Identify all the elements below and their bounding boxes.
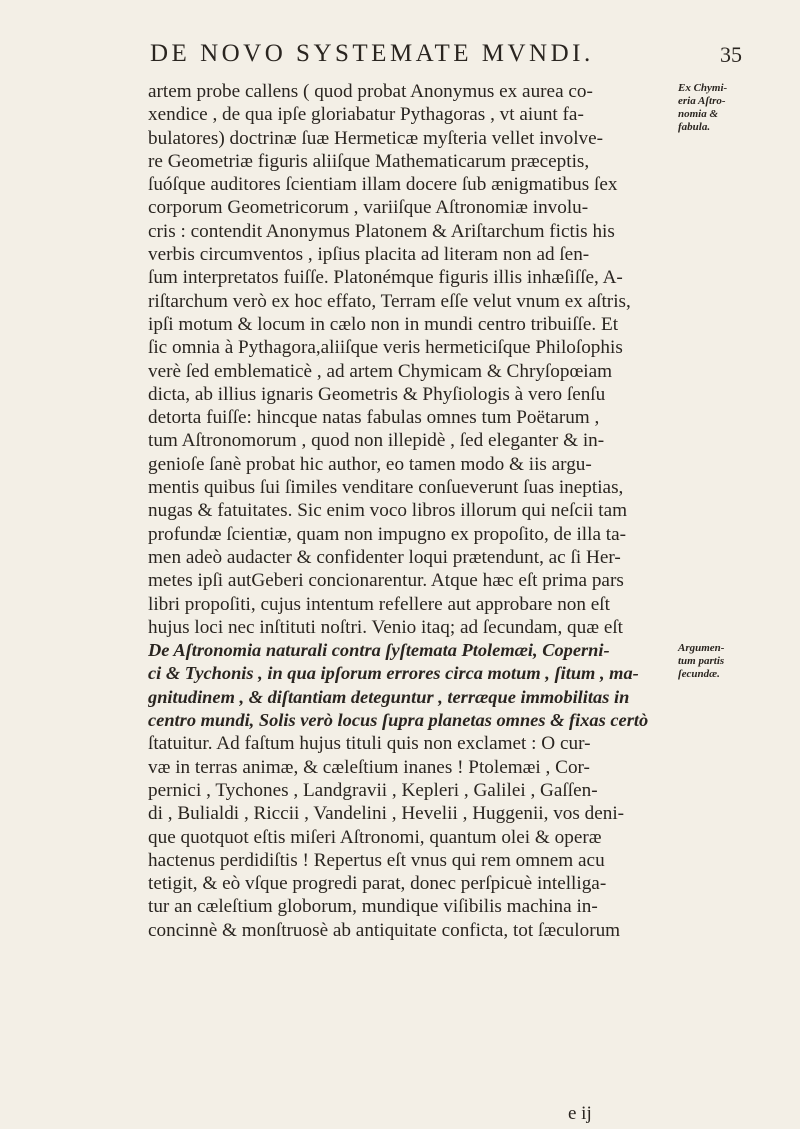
text-line: tetigit, & eò vſque progredi parat, donec perſpicuè intelliga-	[148, 873, 607, 895]
marginal-line: fabula.	[678, 121, 711, 133]
text-line: di , Bulialdi , Riccii , Vandelini , Hevelii , Huggenii, vos deni-	[148, 803, 625, 825]
text-line: ipſi motum & locum in cælo non in mundi centro tribuiſſe. Et	[148, 313, 619, 335]
text-line: artem probe callens ( quod probat Anonymus ex aurea co-	[148, 81, 593, 102]
text-line: men adeò audacter & confidenter loqui prætendunt, ac ſi Her-	[148, 546, 621, 568]
text-line: riſtarchum verò ex hoc effato, Terram eſſe velut vnum ex aſtris,	[148, 290, 631, 312]
running-head: DE NOVO SYSTEMATE MVNDI.	[150, 40, 594, 67]
marginal-line: ſecundæ.	[678, 668, 720, 680]
text-line: re Geometriæ figuris aliiſque Mathematicarum præceptis,	[148, 150, 590, 172]
marginal-line: nomia &	[678, 108, 719, 120]
text-line: centro mundi, Solis verò locus ſupra planetas omnes & fixas certò	[148, 710, 649, 731]
text-line: ſuóſque auditores ſcientiam illam docere ſub ænigmatibus ſex	[148, 174, 618, 196]
text-line: nugas & fatuitates. Sic enim voco libros illorum qui neſcii tam	[148, 500, 628, 522]
marginal-line: tum partis	[678, 655, 725, 667]
text-line: ſic omnia à Pythagora,aliiſque veris hermeticiſque Philoſophis	[148, 337, 623, 359]
text-line: tum Aſtronomorum , quod non illepidè , ſed eleganter & in-	[148, 430, 605, 452]
text-line: que quotquot eſtis miſeri Aſtronomi, quantum olei & operæ	[148, 826, 602, 848]
text-line: cris : contendit Anonymus Platonem & Ariſtarchum fictis his	[148, 220, 615, 242]
marginal-note-argumentum	[678, 642, 790, 681]
text-line: tur an cæleſtium globorum, mundique viſibilis machina in-	[148, 896, 598, 918]
marginal-note-chymia	[678, 82, 790, 134]
text-line: De Aſtronomia naturali contra ſyſtemata Ptolemæi, Coperni-	[148, 640, 610, 661]
text-line: verbis circumventos , ipſius placita ad literam non ad ſen-	[148, 244, 590, 266]
marginal-line: Argumen-	[678, 642, 725, 654]
text-line: dicta, ab illius ignaris Geometris & Phyſiologis à vero ſenſu	[148, 383, 606, 405]
text-line: ſum interpretatos fuiſſe. Platonémque figuris illis inhæſiſſe, A-	[148, 267, 623, 289]
page-number: 35	[720, 42, 742, 67]
text-line: ci & Tychonis , in qua ipſorum errores circa motum , ſitum , ma-	[148, 663, 639, 684]
text-line: ſtatuitur. Ad faſtum hujus tituli quis non exclamet : O cur-	[148, 733, 591, 755]
text-line: concinnè & monſtruosè ab antiquitate conficta, tot ſæculorum	[148, 919, 621, 941]
marginal-line: eria Aſtro-	[678, 95, 726, 107]
text-line: xendice , de qua ipſe gloriabatur Pythagoras , vt aiunt fa-	[148, 104, 584, 126]
text-line: metes ipſi autGeberi concionarentur. Atque hæc eſt prima pars	[148, 570, 624, 592]
body-text	[148, 80, 668, 942]
text-line: genioſe ſanè probat hic author, eo tamen modo & iis argu-	[148, 453, 592, 475]
catchword: e ij	[568, 1103, 592, 1124]
text-line: profundæ ſcientiæ, quam non impugno ex propoſito, de illa ta-	[148, 523, 627, 545]
text-line: verè ſed emblematicè , ad artem Chymicam & Chryſopœiam	[148, 360, 613, 382]
marginal-line: Ex Chymi-	[678, 82, 728, 94]
text-line: væ in terras animæ, & cæleſtium inanes ! Ptolemæi , Cor-	[148, 756, 590, 778]
text-line: corporum Geometricorum , variiſque Aſtronomiæ involu-	[148, 197, 589, 219]
text-line: hujus loci nec inſtituti noſtri. Venio itaq; ad ſecundam, quæ eſt	[148, 616, 623, 638]
text-line: hactenus perdidiſtis ! Repertus eſt vnus qui rem omnem acu	[148, 849, 605, 871]
text-line: gnitudinem , & diſtantiam deteguntur , terræque immobilitas in	[148, 686, 630, 707]
text-line: pernici , Tychones , Landgravii , Kepleri , Galilei , Gaſſen-	[148, 779, 598, 801]
text-line: mentis quibus ſui ſimiles venditare conſueverunt ſuas ineptias,	[148, 477, 624, 499]
text-line: detorta fuiſſe: hincque natas fabulas omnes tum Poëtarum ,	[148, 407, 600, 429]
text-line: libri propoſiti, cujus intentum refellere aut approbare non eſt	[148, 593, 610, 615]
text-line: bulatores) doctrinæ ſuæ Hermeticæ myſteria vellet involve-	[148, 127, 604, 149]
